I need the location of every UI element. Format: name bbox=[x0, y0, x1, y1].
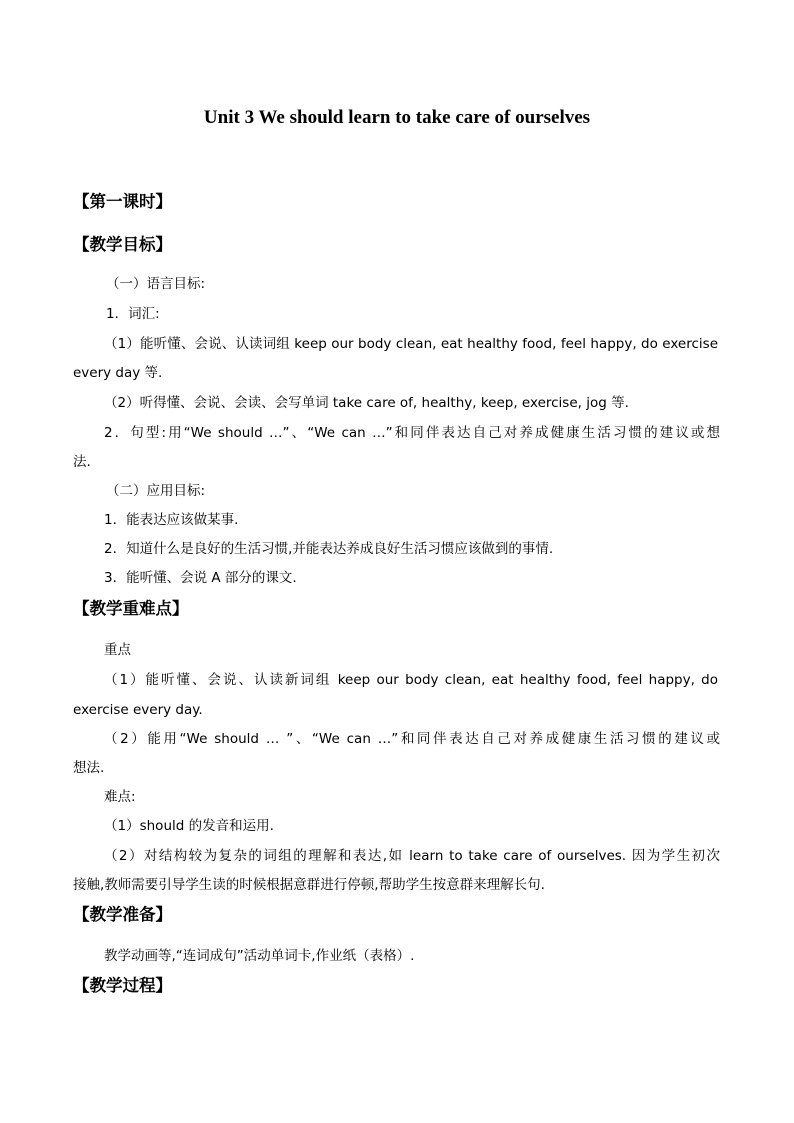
key-point-1-cont: exercise every day. bbox=[73, 702, 203, 718]
application-item-1: 1．能表达应该做某事. bbox=[104, 512, 239, 528]
application-item-2: 2．知道什么是良好的生活习惯,并能表达养成良好生活习惯应该做到的事情. bbox=[104, 541, 554, 557]
key-point-1: （1）能听懂、会说、认读新词组 keep our body clean, eat healthy food, feel happy, do bbox=[104, 672, 718, 688]
vocab-item-2: （2）听得懂、会说、会读、会写单词 take care of, healthy, keep, exercise, jog 等. bbox=[104, 395, 629, 411]
heading-process: 【教学过程】 bbox=[73, 976, 172, 995]
application-goal-label: （二）应用目标: bbox=[106, 483, 206, 499]
vocab-item-1: （1）能听懂、会说、认读词组 keep our body clean, eat healthy food, feel happy, do exercise bbox=[104, 336, 718, 352]
heading-key-points: 【教学重难点】 bbox=[73, 599, 189, 618]
difficulty-2: （2）对结构较为复杂的词组的理解和表达,如 learn to take care of ourselves. 因为学生初次 bbox=[104, 848, 720, 864]
vocab-label: 1．词汇: bbox=[106, 306, 160, 322]
difficulty-2-cont: 接触,教师需要引导学生读的时候根据意群进行停顿,帮助学生按意群来理解长句. bbox=[73, 877, 545, 893]
key-point-2-cont: 想法. bbox=[73, 760, 105, 776]
difficulty-label: 难点: bbox=[104, 789, 136, 805]
preparation-text: 教学动画等,“连词成句”活动单词卡,作业纸（表格）. bbox=[104, 948, 415, 964]
key-point-label: 重点 bbox=[104, 642, 131, 658]
sentence-pattern: 2．句型:用“We should …”、“We can …”和同伴表达自己对养成健康生活习惯的建议或想 bbox=[104, 425, 720, 441]
heading-teaching-goals: 【教学目标】 bbox=[73, 235, 172, 254]
sentence-pattern-cont: 法. bbox=[73, 454, 91, 470]
difficulty-1: （1）should 的发音和运用. bbox=[104, 818, 274, 834]
key-point-2: （2）能用“We should … ”、“We can …”和同伴表达自己对养成健康生活习惯的建议或 bbox=[104, 731, 720, 747]
document-title: Unit 3 We should learn to take care of ourselves bbox=[203, 107, 591, 128]
language-goal-label: （一）语言目标: bbox=[106, 276, 206, 292]
vocab-item-1-cont: every day 等. bbox=[73, 365, 163, 381]
application-item-3: 3．能听懂、会说 A 部分的课文. bbox=[104, 570, 297, 586]
heading-first-lesson: 【第一课时】 bbox=[73, 192, 172, 211]
heading-preparation: 【教学准备】 bbox=[73, 905, 172, 924]
